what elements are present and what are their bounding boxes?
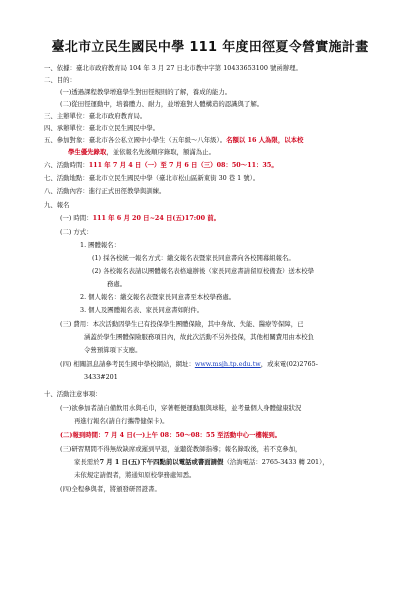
- info-line-2: 3433#201: [84, 373, 118, 381]
- section-2-number: 二、: [44, 76, 57, 84]
- section-10-text: 活動注意事項：: [56, 390, 102, 398]
- section-3: [44, 112, 146, 120]
- group-registration-item-2: (2) 各校報名表請以團體報名表格連辦後（家長同意書請留原校備查）送本校學: [92, 267, 314, 275]
- section-3-text: 主辦單位：臺北市政府教育局。: [56, 112, 147, 120]
- section-7-number: 七、: [44, 174, 57, 182]
- group-registration-item-1: (1) 採各校統一報名方式：繳交報名表暨家長同意書向各校開幕組報名。: [92, 254, 295, 262]
- fee-line-1: (三) 費用：本次活動因學生已有投保學生團體保險，其中身故、失能、醫療等保障，已: [60, 320, 304, 328]
- section-10: [44, 390, 102, 398]
- note-3-line-2: [74, 458, 329, 466]
- registration-method: (二) 方式：: [60, 228, 93, 236]
- fee-line-3: 令營預算項下支應。: [84, 346, 142, 354]
- note-3-line-3: 未依規定請假者，將通知原校學務處知悉。: [74, 471, 196, 479]
- section-1: [44, 64, 302, 72]
- section-2-item-1: (一)透過課程教學增進學生對田徑規則的了解，養成的能力。: [60, 88, 232, 96]
- section-6: [44, 161, 278, 169]
- group-registration-title: 1. 團體報名：: [80, 241, 121, 249]
- note-1-line-2: 再進行報名(請自行攜帶健保卡)。: [74, 417, 169, 425]
- section-9-text: 報名: [56, 201, 70, 209]
- section-5-number: 五、: [44, 136, 57, 144]
- section-9-number: 九、: [44, 201, 57, 209]
- section-8-text: 活動內容：進行正式田徑教學與訓練。: [56, 187, 166, 195]
- section-6-number: 六、: [44, 161, 57, 169]
- section-8: [44, 187, 165, 195]
- school-website-link[interactable]: www.msjh.tp.edu.tw: [194, 360, 261, 368]
- info-text: (四) 相關訊息請參考民生國中學校網站，網址：: [60, 360, 195, 368]
- document-title: 臺北市立民生國民中學 111 年度田徑夏令營實施計畫: [51, 40, 369, 55]
- info-line-1: [60, 360, 318, 368]
- section-5-continued: [68, 148, 215, 156]
- section-9: [44, 201, 70, 209]
- section-2: [44, 76, 76, 84]
- section-10-number: 十、: [44, 390, 57, 398]
- note-4: (四)全程參與者，將頒發研習證書。: [60, 485, 161, 493]
- note-3-line-1: (三)研習期間不得無故缺席或遲到早退，並聽從教師指導；報名錄取後，若不克參加，: [60, 445, 302, 453]
- section-6-text: 活動時間：: [56, 161, 89, 169]
- section-2-item-2: (二)從田徑運動中，培養體力、耐力，並增進對人體構造的認識與了解。: [60, 100, 264, 108]
- section-4-text: 承辦單位：臺北市立民生國民中學。: [56, 124, 160, 132]
- note-3-prefix: 家長需於: [74, 458, 100, 466]
- activity-time: 111 年 7 月 4 日（一）至 7 月 6 日（三）08：50～11：35。: [88, 161, 278, 169]
- info-phone: ，或來電(02)2765-: [260, 360, 318, 368]
- section-4: [44, 124, 159, 132]
- section-4-number: 四、: [44, 124, 57, 132]
- section-1-number: 一、: [44, 64, 57, 72]
- individual-registration: 2. 個人報名：繳交報名表暨家長同意書至本校學務處。: [80, 293, 236, 301]
- note-3-contact: （洽詢電話：2765-3433 轉 201），: [223, 458, 329, 466]
- leave-deadline: 7 月 1 日(五)下午四點前以電話或書面請假: [99, 458, 224, 466]
- section-7: [44, 174, 259, 182]
- section-2-text: 目的：: [56, 76, 76, 84]
- check-in-time: (二)報到時間：7 月 4 日(一)上午 08：50～08：55 至活動中心一樓報到。: [60, 431, 282, 439]
- registration-time: [60, 214, 220, 222]
- registration-time-value: 111 年 6 月 20 日~24 日(五)17:00 前。: [92, 214, 221, 222]
- section-3-number: 三、: [44, 112, 57, 120]
- section-5-quota: 名額以 16 人為限，以本校: [226, 136, 304, 144]
- group-registration-item-2-continued: 務處。: [107, 280, 127, 288]
- section-5-priority: 學生優先錄取: [68, 148, 107, 156]
- section-5-order: ，並依報名先後順序錄取，額滿為止。: [106, 148, 215, 156]
- fee-line-2: 涵蓋於學生團體保險服務項目內，故此次活動不另外投保，其他相關費用由本校負: [84, 333, 315, 341]
- registration-forms-note: 3. 個人及團體報名表、家長同意書如附件。: [80, 306, 204, 314]
- registration-time-label: (一) 時間：: [60, 214, 93, 222]
- section-8-number: 八、: [44, 187, 57, 195]
- note-1-line-1: (一)欲參加者請自備飲用水與毛巾，穿著輕便運動服與球鞋，並考量個人身體健康狀況: [60, 404, 302, 412]
- section-1-text: 依據：臺北市政府教育局 104 年 3 月 27 日北市教中字第 10433653100 號函辦理。: [56, 64, 302, 72]
- section-7-text: 活動地點：臺北市立民生國民中學（臺北市松山區新東街 30 巷 1 號）。: [56, 174, 260, 182]
- section-5: [44, 136, 303, 144]
- section-5-text: 參加對象：臺北市各公私立國中小學生（五年級～八年級）。: [56, 136, 227, 144]
